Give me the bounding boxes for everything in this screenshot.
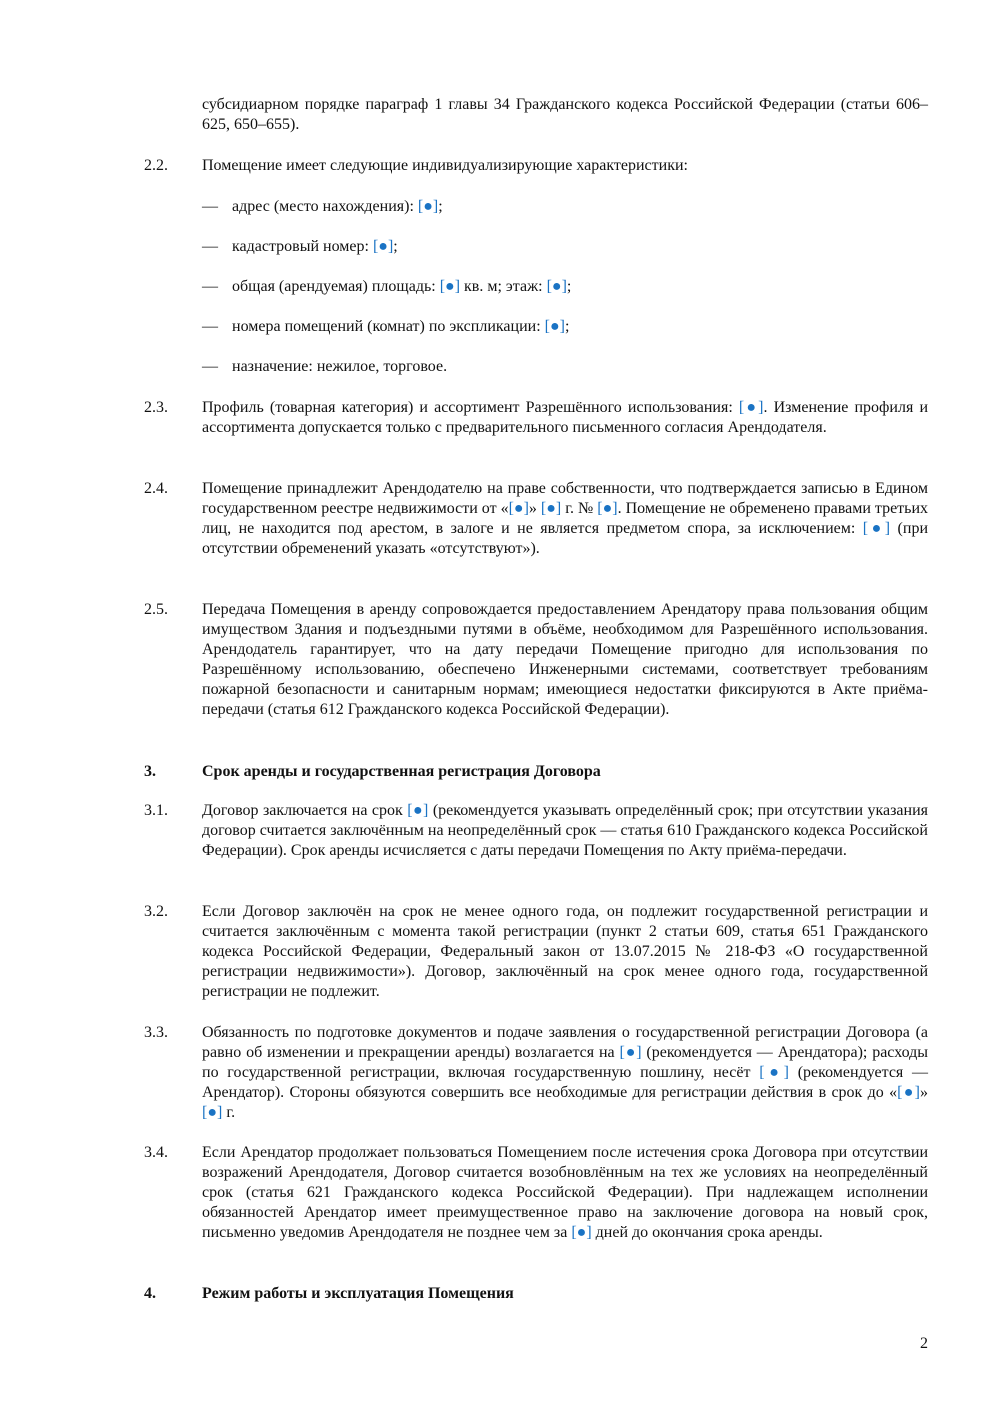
- heading-number: 4.: [144, 1285, 156, 1302]
- placeholder: [●]: [597, 500, 618, 517]
- clause-text: Обязанность по подготовке документов и подаче заявления о государственной регистрации Договора (а равно об изменении и прекращении аренды) возлагается на [●] (рекомендуется — Арендатора); расходы по государственной регистрации, включая государственную пошлину, несёт [●] (рекомендуется — Арендатор). Стороны обязуются совершить все необходимые для регистрации действия в срок до «[●]» [●] г.: [202, 1024, 929, 1121]
- clause-number: 3.3.: [144, 1024, 168, 1041]
- dash-marker: —: [202, 278, 218, 295]
- heading-number: 3.: [144, 763, 156, 780]
- dash-marker: —: [202, 318, 218, 335]
- placeholder: [●]: [508, 500, 529, 517]
- placeholder: [●]: [619, 1044, 642, 1061]
- clause-number: 3.2.: [144, 903, 168, 920]
- dash-marker: —: [202, 238, 218, 255]
- placeholder: [●]: [759, 1064, 789, 1081]
- clause-number: 3.1.: [144, 802, 168, 819]
- dash-marker: —: [202, 198, 218, 215]
- placeholder: [●]: [439, 278, 461, 295]
- placeholder: [●]: [372, 238, 394, 255]
- list-item-rooms: — номера помещений (комнат) по экспликации: [●];: [202, 318, 570, 335]
- heading-title: Срок аренды и государственная регистрация Договора: [202, 763, 601, 780]
- clause-number: 2.2.: [144, 157, 168, 174]
- clause-text: Если Договор заключён на срок не менее одного года, он подлежит государственной регистрации и считается заключённым с момента такой регистрации (пункт 2 статьи 609, статья 651 Гражданского кодекса Российской Федерации, Федеральный закон от 13.07.2015 № 218-ФЗ «О государственной регистрации недвижимости»). Договор, заключённый на срок менее одного года, государственной регистрации не подлежит.: [202, 903, 928, 1000]
- placeholder: [●]: [544, 318, 565, 335]
- clause-text: Профиль (товарная категория) и ассортимент Разрешённого использования: [●]. Изменение профиля и ассортимента допускается только с предварительного письменного согласия Арендодателя.: [202, 399, 928, 436]
- placeholder: [●]: [571, 1224, 592, 1241]
- clause-number: 3.4.: [144, 1144, 168, 1161]
- list-item-cadastral: — кадастровый номер: [●];: [202, 238, 398, 255]
- clause-text: Помещение имеет следующие индивидуализирующие характеристики:: [202, 157, 688, 174]
- intro-continuation: субсидиарном порядке параграф 1 главы 34 Гражданского кодекса Российской Федерации (статьи 606–625, 650–655).: [202, 96, 928, 133]
- list-item-address: — адрес (место нахождения): [●];: [202, 198, 443, 215]
- placeholder: [●]: [540, 500, 562, 517]
- clause-number: 2.5.: [144, 601, 168, 618]
- placeholder: [●]: [202, 1104, 223, 1121]
- clause-text: Помещение принадлежит Арендодателю на праве собственности, что подтверждается записью в Едином государственном реестре недвижимости от «[●]» [●] г. № [●]. Помещение не обременено правами третьих лиц, не находится под арестом, в залоге и не является предметом спора, за исключением: [●] (при отсутствии обременений указать «отсутствуют»).: [202, 480, 929, 557]
- placeholder: [●]: [738, 399, 764, 416]
- list-item-area: — общая (арендуемая) площадь: [●] кв. м; этаж: [●];: [202, 278, 572, 295]
- placeholder: [●]: [546, 278, 567, 295]
- clause-number: 2.4.: [144, 480, 168, 497]
- page-number: 2: [920, 1335, 928, 1352]
- placeholder: [●]: [407, 802, 429, 819]
- clause-text: Если Арендатор продолжает пользоваться Помещением после истечения срока Договора при отсутствии возражений Арендодателя, Договор считается возобновлённым на тех же условиях на неопределённый срок (статья 621 Гражданского кодекса Российской Федерации). При надлежащем исполнении обязанностей Арендатор имеет преимущественное право на заключение договора на новый срок, письменно уведомив Арендодателя не позднее чем за [●] дней до окончания срока аренды.: [202, 1144, 928, 1241]
- list-item-purpose: — назначение: нежилое, торговое.: [202, 358, 448, 375]
- placeholder: [●]: [417, 198, 439, 215]
- clause-text: Договор заключается на срок [●] (рекомендуется указывать определённый срок; при отсутствии указания договор считается заключённым на неопределённый срок — статья 610 Гражданского кодекса Российской Федерации). Срок аренды исчисляется с даты передачи Помещения по Акту приёма-передачи.: [202, 802, 929, 859]
- placeholder: [●]: [862, 520, 891, 537]
- heading-title: Режим работы и эксплуатация Помещения: [202, 1285, 514, 1302]
- clause-number: 2.3.: [144, 399, 168, 416]
- placeholder: [●]: [897, 1084, 921, 1101]
- clause-text: Передача Помещения в аренду сопровождается предоставлением Арендатору права пользования общим имуществом Здания и подъездными путями в объёме, необходимом для Разрешённого использования. Арендодатель гарантирует, что на дату передачи Помещение пригодно для использования по Разрешённому использованию, обеспечено Инженерными системами, соответствует требованиям пожарной безопасности и санитарным нормам; имеющиеся недостатки фиксируются в Акте приёма-передачи (статья 612 Гражданского кодекса Российской Федерации).: [202, 601, 928, 718]
- dash-marker: —: [202, 358, 218, 375]
